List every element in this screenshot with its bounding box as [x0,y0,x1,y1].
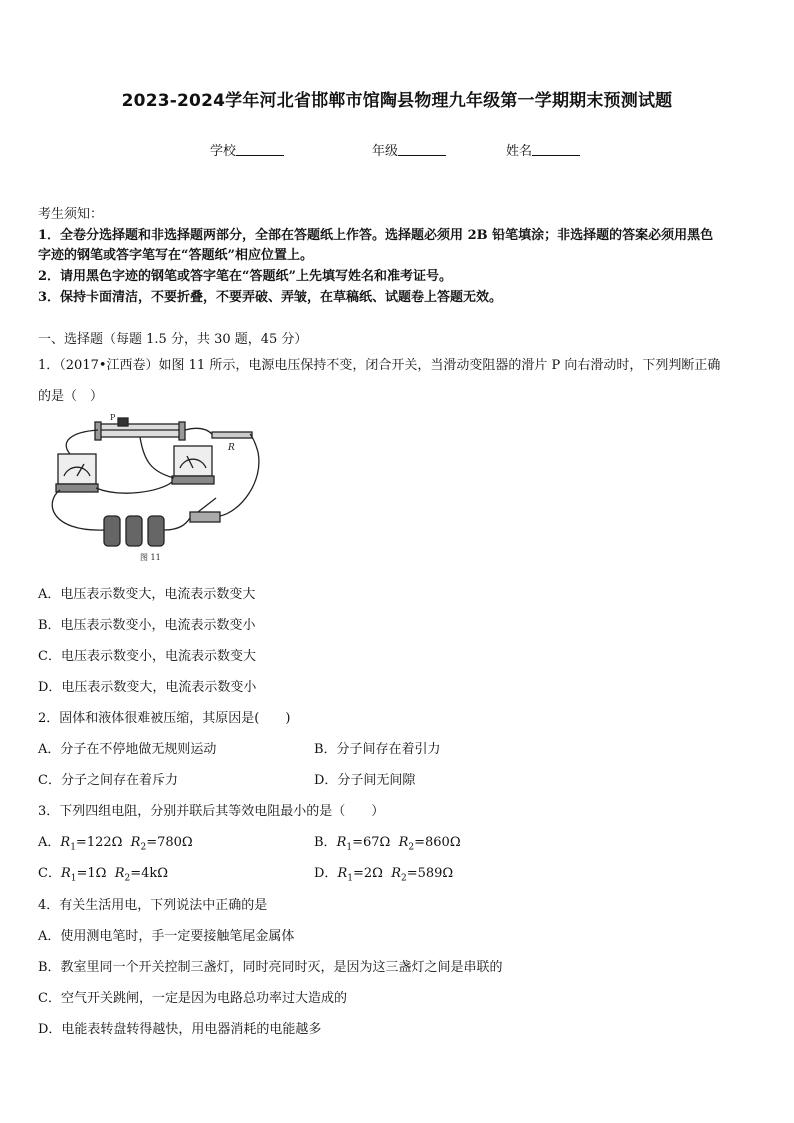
q1-option-b: B．电压表示数变小，电流表示数变小 [38,618,256,633]
figure-caption: 图 11 [140,553,161,562]
school-field [210,140,284,159]
page-title: 2023-2024学年河北省邯郸市馆陶县物理九年级第一学期期末预测试题 [121,91,673,111]
q4-option-d: D．电能表转盘转得越快，用电器消耗的电能越多 [38,1022,322,1037]
q2-option-c: C．分子之间存在着斥力 [38,773,178,788]
q3-option-a: A．$R_1=122\Omega$ $R_2=780\Omega$ [38,835,193,853]
notice-line-4: 3．保持卡面清洁，不要折叠，不要弄破、弄皱，在草稿纸、试题卷上答题无效。 [38,290,503,305]
notice-line-3: 2．请用黑色字迹的钢笔或答字笔在“答题纸”上先填写姓名和准考证号。 [38,269,453,284]
q2-option-b: B．分子间存在着引力 [314,742,441,757]
q3-stem: 3．下列四组电阻，分别并联后其等效电阻最小的是（ ） [38,804,385,819]
q3-option-d: D．$R_1=2\Omega$ $R_2=589\Omega$ [314,866,454,884]
notice-line-1: 1．全卷分选择题和非选择题两部分，全部在答题纸上作答。选择题必须用 2B 铅笔填涂；非选择题的答案必须用黑色 [38,228,714,243]
name-field [506,140,580,159]
q1-option-a: A．电压表示数变大，电流表示数变大 [38,587,256,602]
figure-label-p: P [110,413,116,422]
figure-label-r: R [228,443,235,453]
q4-option-b: B．教室里同一个开关控制三盏灯，同时亮同时灭，是因为这三盏灯之间是串联的 [38,960,503,975]
school-label: 学校 [210,144,237,159]
grade-field [372,140,446,159]
grade-label: 年级 [372,144,399,159]
q1-stem-line-2: 的是（ ） [38,389,104,404]
q2-option-d: D．分子间无间隙 [314,773,416,788]
notice-line-2: 字迹的钢笔或答字笔写在“答题纸”相应位置上。 [38,248,313,263]
q4-stem: 4．有关生活用电，下列说法中正确的是 [38,898,268,913]
q3-option-c: C．$R_1=1\Omega$ $R_2=4k\Omega$ [38,866,169,884]
section-heading: 一、选择题（每题 1.5 分，共 30 题，45 分） [38,332,308,347]
circuit-figure [40,412,270,562]
q3-option-b: B．$R_1=67\Omega$ $R_2=860\Omega$ [314,835,461,853]
notice-heading: 考生须知： [38,207,104,222]
q2-option-a: A．分子在不停地做无规则运动 [38,742,217,757]
q1-option-d: D．电压表示数变大，电流表示数变小 [38,680,257,695]
q1-option-c: C．电压表示数变小，电流表示数变大 [38,649,256,664]
q4-option-a: A．使用测电笔时，手一定要接触笔尾金属体 [38,929,295,944]
name-label: 姓名 [506,144,533,159]
q4-option-c: C．空气开关跳闸，一定是因为电路总功率过大造成的 [38,991,347,1006]
q1-stem-line-1: 1．（2017•江西卷）如图 11 所示，电源电压保持不变，闭合开关，当滑动变阻器的滑片 P 向右滑动时，下列判断正确 [38,358,721,373]
q2-stem: 2．固体和液体很难被压缩，其原因是( ) [38,711,291,726]
